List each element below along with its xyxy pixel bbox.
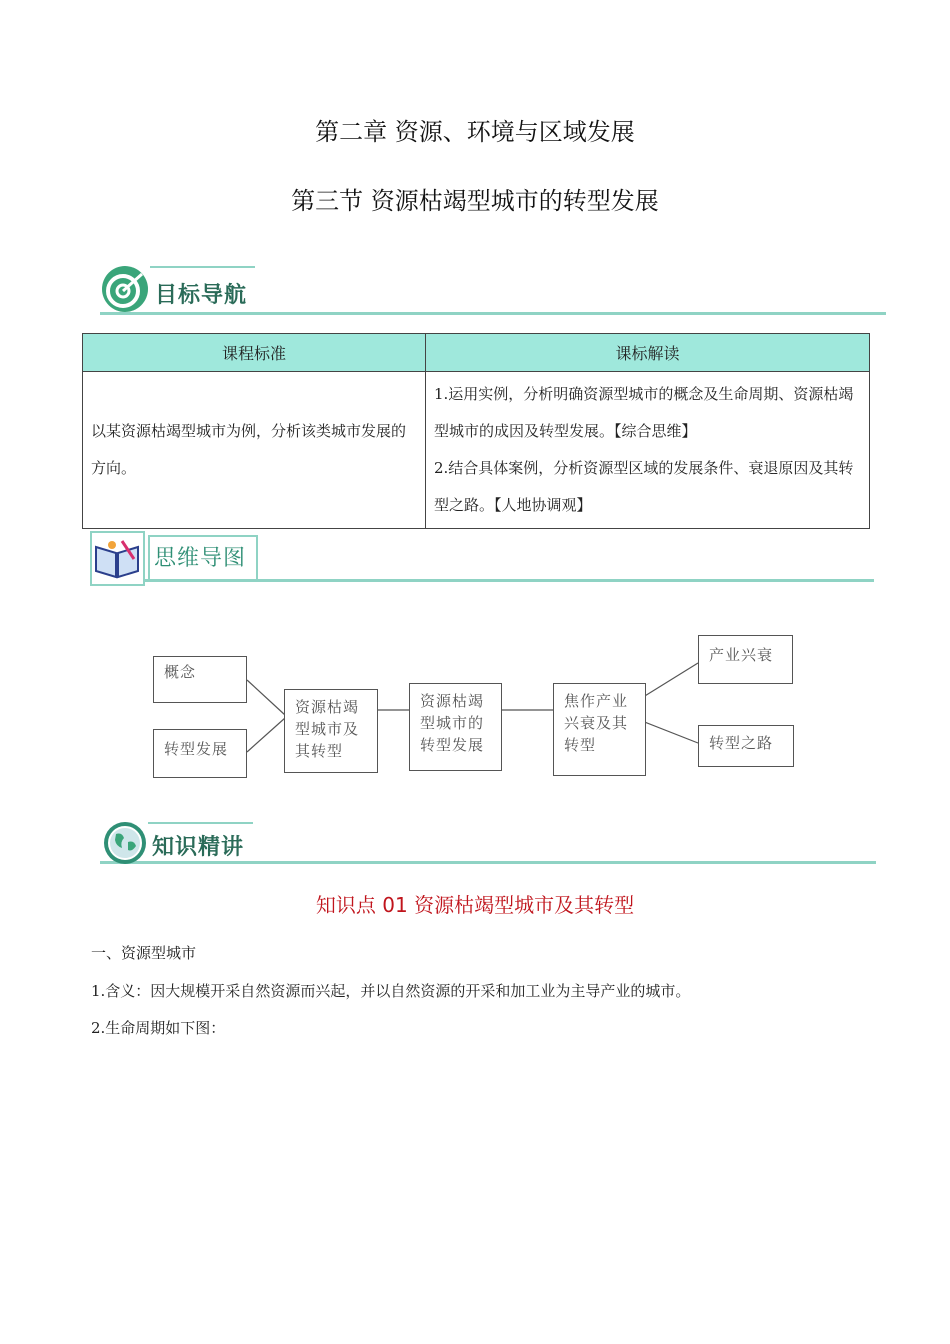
chapter-title: 第二章 资源、环境与区域发展 [315,118,635,146]
node-rise-fall: 产业兴衰 [698,635,793,684]
table-header: 课程标准 [83,334,426,372]
globe-icon [104,822,146,864]
node-center: 资源枯竭型城市及其转型 [284,689,378,773]
knowledge-point-title: 知识点 01 资源枯竭型城市及其转型 [315,893,635,917]
paragraph: 2.生命周期如下图： [91,1019,226,1037]
paragraph: 一、资源型城市 [91,944,197,962]
node-transform: 转型发展 [153,729,247,778]
table-header: 课标解读 [426,334,870,372]
course-standard-cell: 以某资源枯竭型城市为例，分析该类城市发展的方向。 [83,372,426,529]
paragraph: 1.含义：因大规模开采自然资源而兴起，并以自然资源的开采和加工业为主导产业的城市。 [91,982,691,1000]
divider [100,861,876,864]
knowledge-header [100,820,876,868]
interpretation-item: 2.结合具体案例，分析资源型区域的发展条件、衰退原因及其转型之路。【人地协调观】 [434,459,854,514]
node-concept: 概念 [153,656,247,703]
interpretation-item: 1.运用实例，分析明确资源型城市的概念及生命周期、资源枯竭型城市的成因及转型发展。【综合思维】 [434,385,854,440]
node-jiaozuo: 焦作产业兴衰及其转型 [553,683,646,776]
knowledge-label: 知识精讲 [152,835,245,860]
node-mid: 资源枯竭型城市的转型发展 [409,683,502,771]
mind-map-label: 思维导图 [154,546,247,571]
goal-nav-label: 目标导航 [155,283,248,308]
section-title: 第三节 资源枯竭型城市的转型发展 [291,187,659,215]
node-road: 转型之路 [698,725,794,767]
divider [148,822,253,824]
